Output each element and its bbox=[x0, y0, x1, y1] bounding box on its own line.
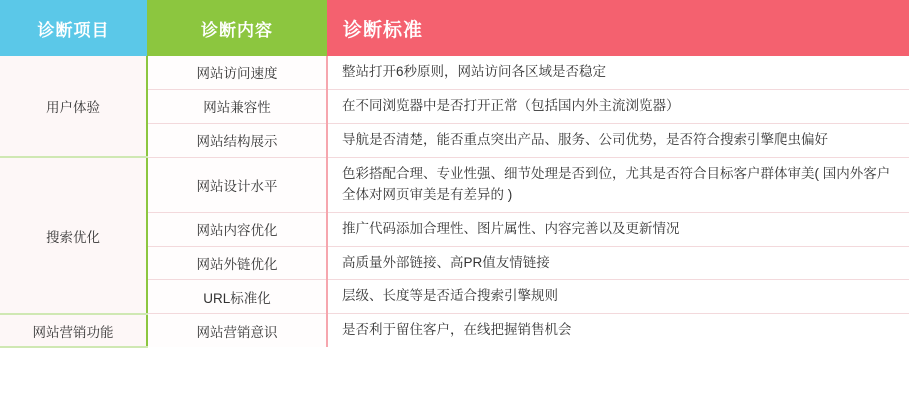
standard-cell: 高质量外部链接、高PR值友情链接 bbox=[327, 246, 909, 280]
standard-cell: 导航是否清楚，能否重点突出产品、服务、公司优势，是否符合搜索引擎爬虫偏好 bbox=[327, 123, 909, 157]
category-cell-user-experience: 用户体验 bbox=[0, 56, 147, 157]
standard-cell: 是否利于留住客户，在线把握销售机会 bbox=[327, 314, 909, 347]
table-row bbox=[0, 157, 909, 212]
table-row bbox=[0, 314, 909, 347]
category-cell-search-optimization: 搜索优化 bbox=[0, 157, 147, 314]
standard-cell: 整站打开6秒原则，网站访问各区域是否稳定 bbox=[327, 56, 909, 89]
table-header bbox=[0, 0, 909, 56]
standard-cell: 色彩搭配合理、专业性强、细节处理是否到位，尤其是否符合目标客户群体审美( 国内外客户全体对网页审美是有差异的 ) bbox=[327, 157, 909, 212]
header-cell-content: 诊断内容 bbox=[147, 0, 327, 56]
standard-cell: 层级、长度等是否适合搜索引擎规则 bbox=[327, 280, 909, 314]
table-body bbox=[0, 56, 909, 347]
item-cell: 网站兼容性 bbox=[147, 89, 327, 123]
item-cell: 网站营销意识 bbox=[147, 314, 327, 347]
standard-cell: 在不同浏览器中是否打开正常（包括国内外主流浏览器） bbox=[327, 89, 909, 123]
item-cell: 网站结构展示 bbox=[147, 123, 327, 157]
category-cell-marketing-function: 网站营销功能 bbox=[0, 314, 147, 347]
item-cell: 网站访问速度 bbox=[147, 56, 327, 89]
item-cell: URL标准化 bbox=[147, 280, 327, 314]
header-cell-project: 诊断项目 bbox=[0, 0, 147, 56]
standard-cell: 推广代码添加合理性、图片属性、内容完善以及更新情况 bbox=[327, 212, 909, 246]
table-row bbox=[0, 56, 909, 89]
item-cell: 网站内容优化 bbox=[147, 212, 327, 246]
item-cell: 网站外链优化 bbox=[147, 246, 327, 280]
item-cell: 网站设计水平 bbox=[147, 157, 327, 212]
header-cell-standard: 诊断标准 bbox=[327, 0, 909, 56]
header-row bbox=[0, 0, 909, 56]
